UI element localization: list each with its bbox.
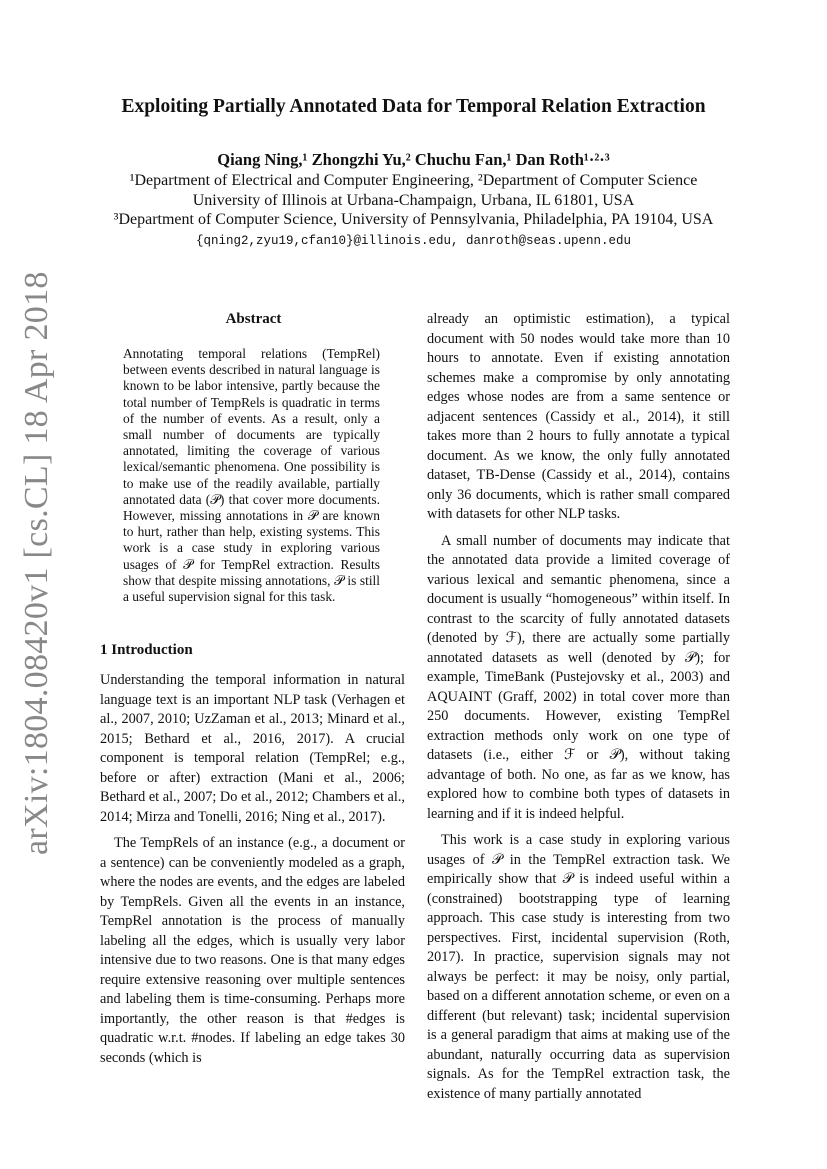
- right-paragraph-1: already an optimistic estimation), a typical document with 50 nodes would take more than 10 hours to annotate. Even if existing annotation schemes make a compromise by only annotating edges whose nodes are from a same sentence or adjacent sentences (Cassidy et al., 2014), it still takes more than 2 hours to fully annotate a typical document. As we know, the only fully annotated dataset, TB-Dense (Cassidy et al., 2014), contains only 36 documents, which is rather small compared with datasets for other NLP tasks.: [427, 311, 730, 522]
- intro-paragraph-1: Understanding the temporal information in natural language text is an important NLP task (Verhagen et al., 2007, 2010; UzZaman et al., 2013; Minard et al., 2015; Bethard et al., 2016, 2017). A crucial component is temporal relation (TempRel; e.g., before or after) extraction (Mani et al., 2006; Bethard et al., 2007; Do et al., 2012; Chambers et al., 2014; Mirza and Tonelli, 2016; Ning et al., 2017).: [100, 672, 405, 825]
- right-column: [427, 310, 730, 1104]
- abstract-heading: Abstract: [225, 311, 282, 327]
- right-paragraph-2: A small number of documents may indicate that the annotated data provide a limited coverage of various lexical and semantic phenomena, since a document is usually “homogeneous” within itself. In contrast to the scarcity of fully annotated datasets (denoted by ℱ), there are actually some partially annotated datasets as well (denoted by 𝒫); for example, TimeBank (Pustejovsky et al., 2003) and AQUAINT (Graff, 2002) in total cover more than 250 documents. However, existing TempRel extraction methods only work on one type of datasets (i.e., either ℱ or 𝒫), without taking advantage of both. No one, as far as we know, has explored how to combine both types of datasets in learning and if it is indeed helpful.: [427, 532, 730, 822]
- left-column: [100, 671, 405, 1068]
- intro-paragraph-2: The TempRels of an instance (e.g., a document or a sentence) can be conveniently modeled as a graph, where the nodes are events, and the edges are labeled by TempRels. Given all the events in an instance, TempRel annotation is the process of manually labeling all the edges, which is usually very labor intensive due to two reasons. One is that many edges require extensive reasoning over multiple sentences and labeling them is time-consuming. Perhaps more importantly, the other reason is that #edges is quadratic w.r.t. #nodes. If labeling an edge takes 30 seconds (which is: [100, 835, 405, 1066]
- author-emails: {qning2,zyu19,cfan10}@illinois.edu, danroth@seas.upenn.edu: [195, 234, 632, 248]
- affiliation-line-3: ³Department of Computer Science, University of Pennsylvania, Philadelphia, PA 19104, USA: [113, 211, 714, 228]
- abstract-text: Annotating temporal relations (TempRel) between events described in natural language is known to be labor intensive, partly because the total number of TempRels is quadratic in terms of the number of events. As a result, only a small number of documents are typically annotated, limiting the coverage of various lexical/semantic phenomena. One possibility is to make use of the readily available, partially annotated data (𝒫) that cover more documents. However, missing annotations in 𝒫 are known to hurt, rather than help, existing systems. This work is a case study in exploring various usages of 𝒫 for TempRel extraction. Results show that despite missing annotations, 𝒫 is still a useful supervision signal for this task.: [123, 346, 380, 605]
- arxiv-sidebar-stamp: arXiv:1804.08420v1 [cs.CL] 18 Apr 2018: [18, 271, 55, 855]
- affiliation-line-1: ¹Department of Electrical and Computer Engineering, ²Department of Computer Science: [129, 172, 698, 189]
- author-list: Qiang Ning,¹ Zhongzhi Yu,² Chuchu Fan,¹ Dan Roth¹·²·³: [217, 150, 610, 169]
- affiliation-line-2: University of Illinois at Urbana-Champaign, Urbana, IL 61801, USA: [192, 192, 635, 209]
- paper-title: Exploiting Partially Annotated Data for Temporal Relation Extraction: [121, 96, 706, 117]
- right-paragraph-3: This work is a case study in exploring various usages of 𝒫 in the TempRel extraction task. We empirically show that 𝒫 is indeed useful within a (constrained) bootstrapping type of learning approach. This case study is interesting from two perspectives. First, incidental supervision (Roth, 2017). In practice, supervision signals may not always be perfect: it may be noisy, only partial, based on a different annotation scheme, or even on a different (but relevant) task; incidental supervision is a general paradigm that aims at making use of the abundant, naturally occurring data as supervision signals. As for the TempRel extraction task, the existence of many partially annotated: [427, 832, 730, 1102]
- section-heading-introduction: 1 Introduction: [100, 642, 193, 658]
